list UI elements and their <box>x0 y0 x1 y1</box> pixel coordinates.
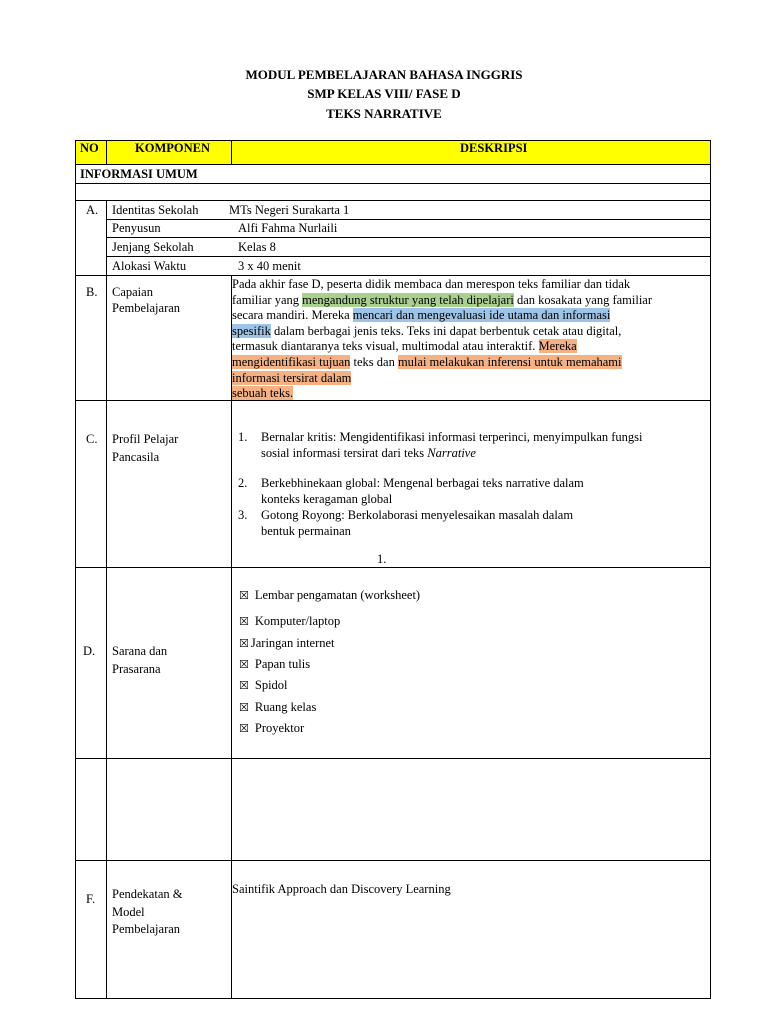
highlighted-text: informasi tersirat dalam <box>232 370 352 385</box>
checked-box-icon: ☒ <box>239 679 249 692</box>
text-segment: secara mandiri. Mereka <box>232 308 353 323</box>
profil-item-1-number: 1. <box>238 430 248 444</box>
sarana-label-line-2: Prasarana <box>112 662 161 676</box>
capaian-text-line <box>232 371 710 387</box>
table-border <box>106 237 711 238</box>
profil-item-2-line-1: Berkebhinekaan global: Mengenal berbagai teks narrative dalam <box>261 476 584 490</box>
table-border <box>106 219 711 220</box>
checked-box-icon: ☒ <box>239 637 249 650</box>
checked-box-icon: ☒ <box>239 589 249 602</box>
profil-trailing-number: 1. <box>377 552 387 566</box>
checked-box-icon: ☒ <box>239 722 249 735</box>
profil-item-3-number: 3. <box>238 508 248 522</box>
table-border <box>75 183 711 184</box>
capaian-text-line <box>232 386 710 402</box>
capaian-text-line <box>232 293 710 309</box>
table-border <box>75 758 711 759</box>
capaian-text-line <box>232 308 710 324</box>
profil-item-1-line-1: Bernalar kritis: Mengidentifikasi informasi terperinci, menyimpulkan fungsi <box>261 430 643 444</box>
table-border <box>75 567 711 568</box>
sarana-item-label: Proyektor <box>254 721 305 735</box>
identitas-sekolah-label: Identitas Sekolah <box>112 203 199 217</box>
capaian-label-line-1: Capaian <box>112 285 153 299</box>
checked-box-icon: ☒ <box>239 658 249 671</box>
profil-item-3-line-2: bentuk permainan <box>261 524 351 538</box>
document-title-line-2: SMP KELAS VIII/ FASE D <box>307 86 461 101</box>
profil-item-2-line-2: konteks keragaman global <box>261 492 393 506</box>
sarana-item-label: Papan tulis <box>254 657 311 671</box>
text-segment: dalam berbagai jenis teks. Teks ini dapat berbentuk cetak atau digital, <box>270 323 622 338</box>
section-c-number: C. <box>86 432 98 446</box>
profil-item-3-line-1: Gotong Royong: Berkolaborasi menyelesaikan masalah dalam <box>261 508 574 522</box>
table-border-left <box>75 140 76 999</box>
table-border <box>106 140 107 165</box>
highlighted-text: mengidentifikasi tujuan <box>232 354 351 369</box>
text-segment: familiar yang <box>232 292 303 307</box>
table-border <box>75 275 711 276</box>
sarana-item-label: Komputer/laptop <box>254 614 341 628</box>
highlighted-text: sebuah teks. <box>232 386 294 401</box>
profil-item-1-line-2-text: sosial informasi tersirat dari teks <box>261 446 428 460</box>
table-border <box>106 256 711 257</box>
penyusun-label: Penyusun <box>112 221 161 235</box>
profil-item-1-italic: Narrative <box>427 446 476 460</box>
sarana-item-label: Lembar pengamatan (worksheet) <box>254 588 421 602</box>
text-segment: teks dan <box>350 354 398 369</box>
sarana-item <box>239 678 288 693</box>
capaian-text-line <box>232 355 710 371</box>
pendekatan-label-line-2: Model <box>112 905 145 919</box>
alokasi-waktu-value: 3 x 40 menit <box>238 259 301 273</box>
highlighted-text: mencari dan mengevaluasi ide utama dan informasi <box>352 308 611 323</box>
table-border-right <box>710 140 711 999</box>
section-heading-informasi-umum: INFORMASI UMUM <box>80 167 198 181</box>
sarana-item <box>239 614 340 629</box>
profil-label-line-1: Profil Pelajar <box>112 432 179 446</box>
highlighted-text: mengandung struktur yang telah dipelajari <box>302 292 514 307</box>
text-segment: dan kosakata yang familiar <box>513 292 653 307</box>
checked-box-icon: ☒ <box>239 701 249 714</box>
sarana-item <box>239 588 420 603</box>
sarana-item <box>239 721 304 736</box>
pendekatan-label-line-1: Pendekatan & <box>112 887 183 901</box>
capaian-pembelajaran-text <box>232 277 710 402</box>
sarana-item <box>239 700 316 715</box>
section-d-number: D. <box>83 644 96 658</box>
profil-label-line-2: Pancasila <box>112 450 160 464</box>
table-border <box>75 200 711 201</box>
sarana-item <box>239 636 335 651</box>
header-deskripsi: DESKRIPSI <box>460 141 528 155</box>
penyusun-value: Alfi Fahma Nurlaili <box>238 221 338 235</box>
sarana-item-label: Ruang kelas <box>254 700 317 714</box>
document-title-line-3: TEKS NARRATIVE <box>326 106 442 121</box>
highlighted-text: Mereka <box>538 339 577 354</box>
table-border <box>75 164 711 165</box>
identitas-sekolah-value: MTs Negeri Surakarta 1 <box>229 203 350 217</box>
jenjang-sekolah-value: Kelas 8 <box>238 240 276 254</box>
section-b-number: B. <box>86 285 98 299</box>
capaian-label-line-2: Pembelajaran <box>112 301 181 315</box>
table-border <box>75 860 711 861</box>
highlighted-text: spesifik <box>232 323 271 338</box>
profil-item-2-number: 2. <box>238 476 248 490</box>
checked-box-icon: ☒ <box>239 615 249 628</box>
sarana-label-line-1: Sarana dan <box>112 644 168 658</box>
capaian-text-line <box>232 339 710 355</box>
table-border <box>231 140 232 165</box>
text-segment: Pada akhir fase D, peserta didik membaca dan merespon teks familiar dan tidak <box>232 277 631 291</box>
document-title-line-1: MODUL PEMBELAJARAN BAHASA INGGRIS <box>245 67 523 82</box>
highlighted-text: mulai melakukan inferensi untuk memahami <box>397 354 622 369</box>
section-a-number: A. <box>86 203 99 217</box>
profil-item-1-line-2 <box>261 446 476 461</box>
alokasi-waktu-label: Alokasi Waktu <box>112 259 187 273</box>
jenjang-sekolah-label: Jenjang Sekolah <box>112 240 194 254</box>
capaian-text-line <box>232 324 710 340</box>
pendekatan-value: Saintifik Approach dan Discovery Learning <box>232 882 451 896</box>
header-komponen: KOMPONEN <box>135 141 210 155</box>
text-segment: termasuk diantaranya teks visual, multimodal atau interaktif. <box>232 339 539 354</box>
sarana-item-label: Jaringan internet <box>250 636 335 650</box>
table-border-bottom <box>75 998 711 999</box>
section-f-number: F. <box>86 892 96 906</box>
table-border <box>106 200 107 999</box>
pendekatan-label-line-3: Pembelajaran <box>112 922 181 936</box>
sarana-item <box>239 657 310 672</box>
capaian-text-line <box>232 277 710 293</box>
header-no: NO <box>80 141 99 155</box>
sarana-item-label: Spidol <box>254 678 288 692</box>
